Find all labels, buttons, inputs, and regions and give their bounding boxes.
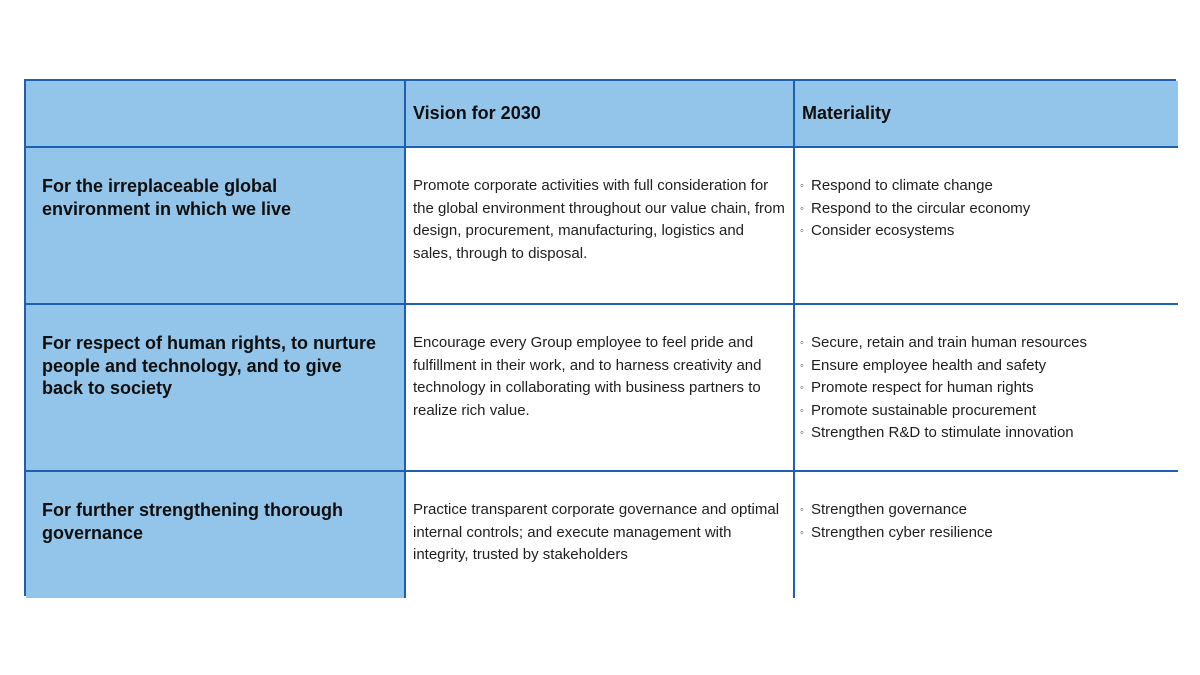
sustainability-table [24,79,1176,596]
bullet-icon: ◦ [800,404,804,417]
row2-vision-cell [406,305,795,472]
row1-vision-text: Promote corporate activities with full consideration for the global environment throughout our value chain, from design, procurement, manufacturing, logistics and sales, through to disposal. [413,177,785,262]
row1-vision-cell [406,148,795,305]
bullet-icon: ◦ [800,504,804,516]
bullet-icon: ◦ [800,427,804,439]
materiality-text: Promote sustainable procurement [811,401,1037,419]
materiality-text: Promote respect for human rights [811,379,1034,396]
list-item [800,198,1172,221]
materiality-text: Secure, retain and train human resources [811,334,1087,351]
header-empty-cell [26,81,406,148]
bullet-icon: ◦ [800,337,804,349]
row3-materiality-cell [795,472,1178,598]
materiality-text: Respond to the circular economy [811,199,1031,217]
header-materiality-cell [795,81,1178,148]
list-item [800,355,1172,378]
row3-pillar-text: For further strengthening thorough governance [42,500,343,543]
row3-pillar-cell [26,472,406,598]
list-item [800,220,1172,243]
row3-vision-cell [406,472,795,598]
bullet-icon: ◦ [800,180,804,192]
list-item [800,400,1172,423]
row1-materiality-cell [795,148,1178,305]
header-vision-cell [406,81,795,148]
list-item [800,522,1172,545]
materiality-text: Strengthen R&D to stimulate innovation [811,424,1074,441]
row1-pillar-cell [26,148,406,305]
bullet-icon: ◦ [800,382,804,394]
materiality-text: Respond to climate change [811,177,993,194]
bullet-icon: ◦ [800,359,804,372]
materiality-text: Strengthen cyber resilience [811,523,993,541]
materiality-text: Ensure employee health and safety [811,356,1047,374]
row2-vision-text: Encourage every Group employee to feel pride and fulfillment in their work, and to harness creativity and technology in collaborating with business partners to realize rich value. [413,334,762,419]
row2-pillar-text: For respect of human rights, to nurture people and technology, and to give back to society [42,333,377,398]
materiality-text: Consider ecosystems [811,222,955,239]
row2-materiality-cell [795,305,1178,472]
list-item [800,422,1172,445]
header-materiality-label: Materiality [802,103,892,123]
row3-vision-text: Practice transparent corporate governance and optimal internal controls; and execute management with integrity, trusted by stakeholders [413,501,780,563]
materiality-text: Strengthen governance [811,501,967,518]
list-item [800,499,1172,522]
list-item [800,175,1172,198]
list-item [800,332,1172,355]
bullet-icon: ◦ [800,225,804,237]
header-vision-label: Vision for 2030 [413,103,541,123]
row2-pillar-cell [26,305,406,472]
bullet-icon: ◦ [800,526,804,539]
list-item [800,377,1172,400]
row1-pillar-text: For the irreplaceable global environment in which we live [42,176,292,219]
bullet-icon: ◦ [800,202,804,215]
